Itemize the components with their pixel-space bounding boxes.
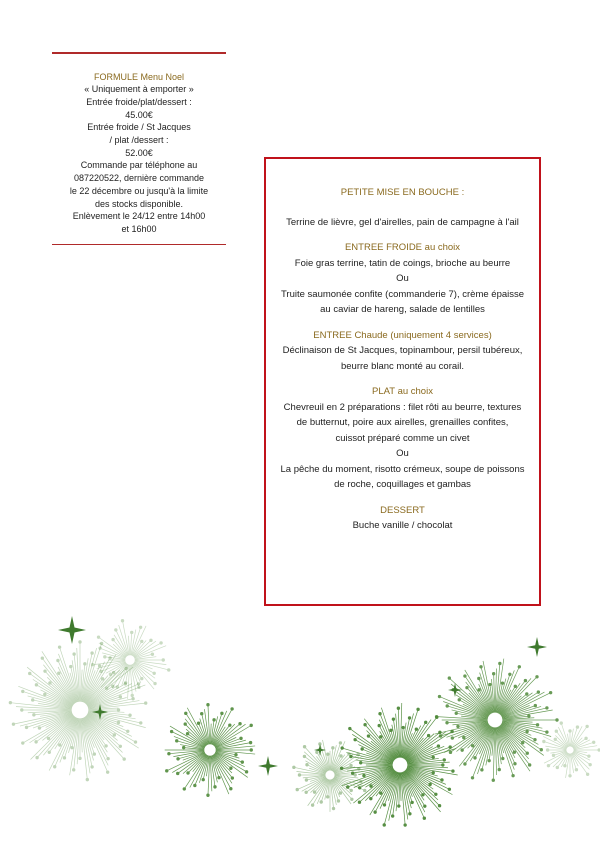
menu-line: Truite saumonée confite (commanderie 7), crème épaisse xyxy=(280,288,525,300)
firework-burst xyxy=(293,740,366,812)
formule-line: Commande par téléphone au xyxy=(80,160,198,171)
formule-panel xyxy=(52,52,226,245)
section-heading-plat: PLAT au choix xyxy=(372,386,433,397)
formule-price: 45.00€ xyxy=(125,109,153,120)
formule-line: le 22 décembre ou jusqu'à la limite xyxy=(69,185,209,196)
formule-line: des stocks disponible. xyxy=(94,198,184,209)
formule-line: Entrée froide/plat/dessert : xyxy=(86,96,192,107)
menu-line: Chevreuil en 2 préparations : filet rôti au beurre, textures xyxy=(283,401,522,413)
formule-line: 087220522, dernière commande xyxy=(73,173,205,184)
star-icon xyxy=(258,756,278,776)
menu-line: Déclinaison de St Jacques, topinambour, persil tubéreux, xyxy=(282,345,523,356)
firework-burst xyxy=(9,641,147,781)
fireworks-decoration xyxy=(0,600,600,849)
star-icon xyxy=(527,637,547,657)
formule-price: 52.00€ xyxy=(125,147,153,158)
menu-line: Terrine de lièvre, gel d'airelles, pain de campagne à l'ail xyxy=(286,216,519,228)
menu-line: Buche vanille / chocolat xyxy=(352,520,453,531)
firework-burst xyxy=(165,704,255,797)
section-heading-dessert: DESSERT xyxy=(380,504,425,516)
star-icon xyxy=(314,744,326,756)
menu-line: La pêche du moment, risotto crémeux, soupe de poissons xyxy=(280,463,525,475)
formule-line: Entrée froide / St Jacques xyxy=(87,122,191,133)
menu-line: au caviar de hareng, salade de lentilles xyxy=(320,304,485,315)
menu-line: de butternut, poire aux airelles, grenailles confites, xyxy=(296,417,509,428)
menu-line: cuissot préparé comme un civet xyxy=(335,432,470,444)
formule-line: et 16h00 xyxy=(121,223,157,234)
section-heading-entree-froide: ENTREE FROIDE au choix xyxy=(344,242,461,253)
menu-or: Ou xyxy=(396,448,409,459)
firework-burst xyxy=(543,722,600,778)
section-heading-mise-en-bouche: PETITE MISE EN BOUCHE : xyxy=(340,187,465,198)
menu-line: de roche, coquillages et gambas xyxy=(334,479,471,490)
menu-or: Ou xyxy=(396,273,409,284)
star-icon xyxy=(58,616,86,644)
formule-line: / plat /dessert : xyxy=(109,135,169,146)
bottom-divider xyxy=(52,244,226,246)
firework-burst xyxy=(435,659,559,782)
firework-burst xyxy=(340,703,457,826)
section-heading-entree-chaude: ENTREE Chaude (uniquement 4 services) xyxy=(313,329,492,341)
formule-title: FORMULE Menu Noel xyxy=(93,71,185,82)
formule-line: « Uniquement à emporter » xyxy=(84,84,194,95)
menu-line: Foie gras terrine, tatin de coings, brioche au beurre xyxy=(294,257,511,269)
menu-box xyxy=(264,157,541,606)
formule-line: Enlèvement le 24/12 entre 14h00 xyxy=(72,211,206,222)
menu-line: beurre blanc monté au corail. xyxy=(340,360,465,372)
